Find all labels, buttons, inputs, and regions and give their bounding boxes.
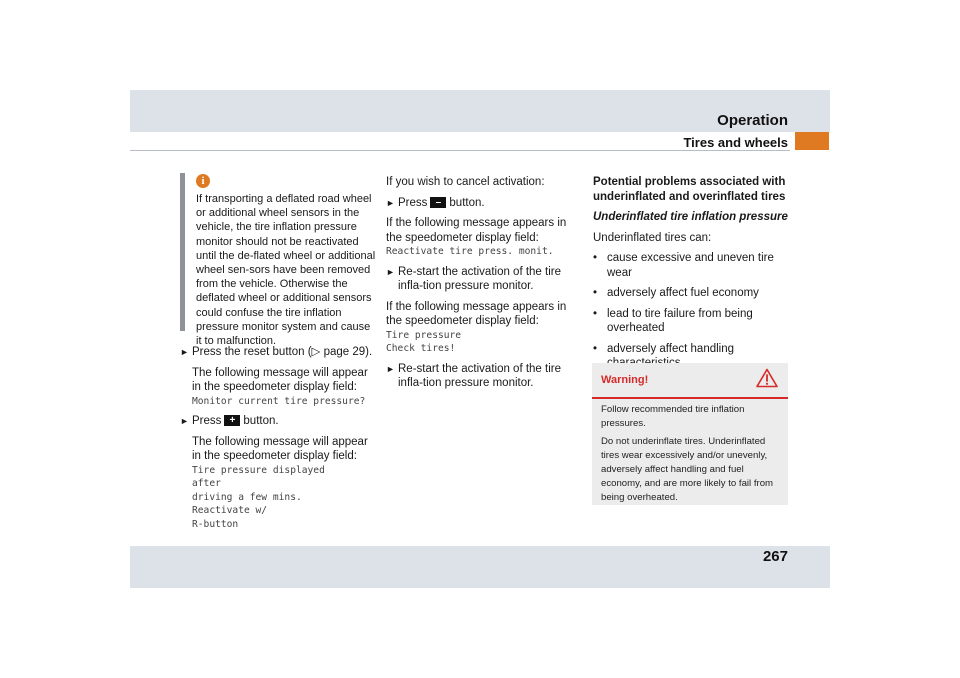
- display-message-line: Reactivate w/: [192, 505, 268, 516]
- list-lead: Underinflated tires can:: [593, 231, 712, 244]
- section-tab: [795, 132, 829, 150]
- cancel-intro: If you wish to cancel activation:: [386, 176, 545, 188]
- display-message: Monitor current tire pressure?: [192, 395, 366, 407]
- minus-key-icon: –: [430, 197, 446, 208]
- section-heading: Potential problems associated with underinflated and overinflated tires: [593, 176, 786, 203]
- list-item: • lead to tire failure from being overheated: [593, 307, 753, 334]
- warning-header: [592, 363, 788, 399]
- header-rule: [130, 150, 790, 151]
- display-message-line: Check tires!: [386, 343, 456, 354]
- condition-2: If the following message appears in the speedometer display field: Tire pressure Check tires!: [386, 300, 582, 356]
- display-message-line: Tire pressure: [386, 329, 462, 341]
- step-arrow-icon: ►: [386, 363, 395, 374]
- step-restart-1: ► Re-start the activation of the tire infla-tion pressure monitor.: [386, 265, 561, 292]
- display-message-line: R-button: [192, 518, 239, 530]
- info-note-text: If transporting a deflated road wheel or additional wheel sensors in the vehicle, the tire inflation pressure monitor should not be reactivated until the de-flated wheel or additional wheel sen-sors have been removed from the vehicle. Otherwise the deflated wheel or additional sensors could confuse the tire inflation pressure monitor system and cause it to malfunction.: [196, 193, 376, 348]
- list-item: • cause excessive and uneven tire wear: [593, 252, 774, 279]
- page-number: 267: [762, 548, 788, 565]
- column-3: [593, 175, 789, 377]
- section-subtitle: Tires and wheels: [683, 135, 788, 150]
- step-reset-follow: The following message will appear in the speedometer display field: Monitor current tire pressure?: [180, 366, 376, 409]
- warning-paragraph: Follow recommended tire inflation pressures.: [601, 404, 745, 429]
- warning-title: Warning!: [601, 374, 649, 386]
- plus-key-icon: +: [224, 415, 240, 426]
- step-arrow-icon: ►: [386, 266, 395, 277]
- display-message-line: driving a few mins.: [192, 491, 302, 503]
- warning-triangle-icon: [756, 368, 778, 388]
- section-title: Operation: [717, 112, 788, 129]
- step-reset: ► Press the reset button (▷ page 29).: [180, 346, 373, 358]
- warning-paragraph: Do not underinflate tires. Underinflated tires wear excessively and/or unevenly, adversely affect handling and fuel economy, and are more likely to fail from being overheated.: [601, 436, 774, 503]
- list-item: • adversely affect fuel economy: [593, 287, 759, 299]
- step-restart-2: ► Re-start the activation of the tire infla-tion pressure monitor.: [386, 362, 561, 389]
- warning-body: [601, 403, 785, 509]
- column-1: [180, 345, 376, 531]
- display-message: Reactivate tire press. monit.: [386, 246, 554, 257]
- display-message-line: after: [192, 478, 221, 489]
- step-plus: ► Press + button.: [180, 415, 279, 427]
- step-minus: ► Press – button.: [386, 196, 485, 209]
- condition-1: If the following message appears in the speedometer display field: Reactivate tire press. monit.: [386, 216, 582, 259]
- step-arrow-icon: ►: [386, 197, 395, 208]
- step-plus-follow: The following message will appear in the speedometer display field: Tire pressure displayed after driving a few mins. Reactivate w/ R-button: [180, 435, 376, 532]
- step-arrow-icon: ►: [180, 416, 189, 426]
- step-arrow-icon: ►: [180, 347, 189, 357]
- section-subheading: Underinflated tire inflation pressure: [593, 211, 788, 223]
- info-note-bar: [180, 173, 185, 331]
- list-item: • adversely affect handling: [593, 342, 735, 355]
- display-message-line: Tire pressure displayed: [192, 464, 325, 476]
- column-2: [386, 175, 582, 397]
- footer-band: [130, 546, 830, 588]
- info-icon: i: [196, 174, 210, 188]
- warning-box: [592, 363, 788, 505]
